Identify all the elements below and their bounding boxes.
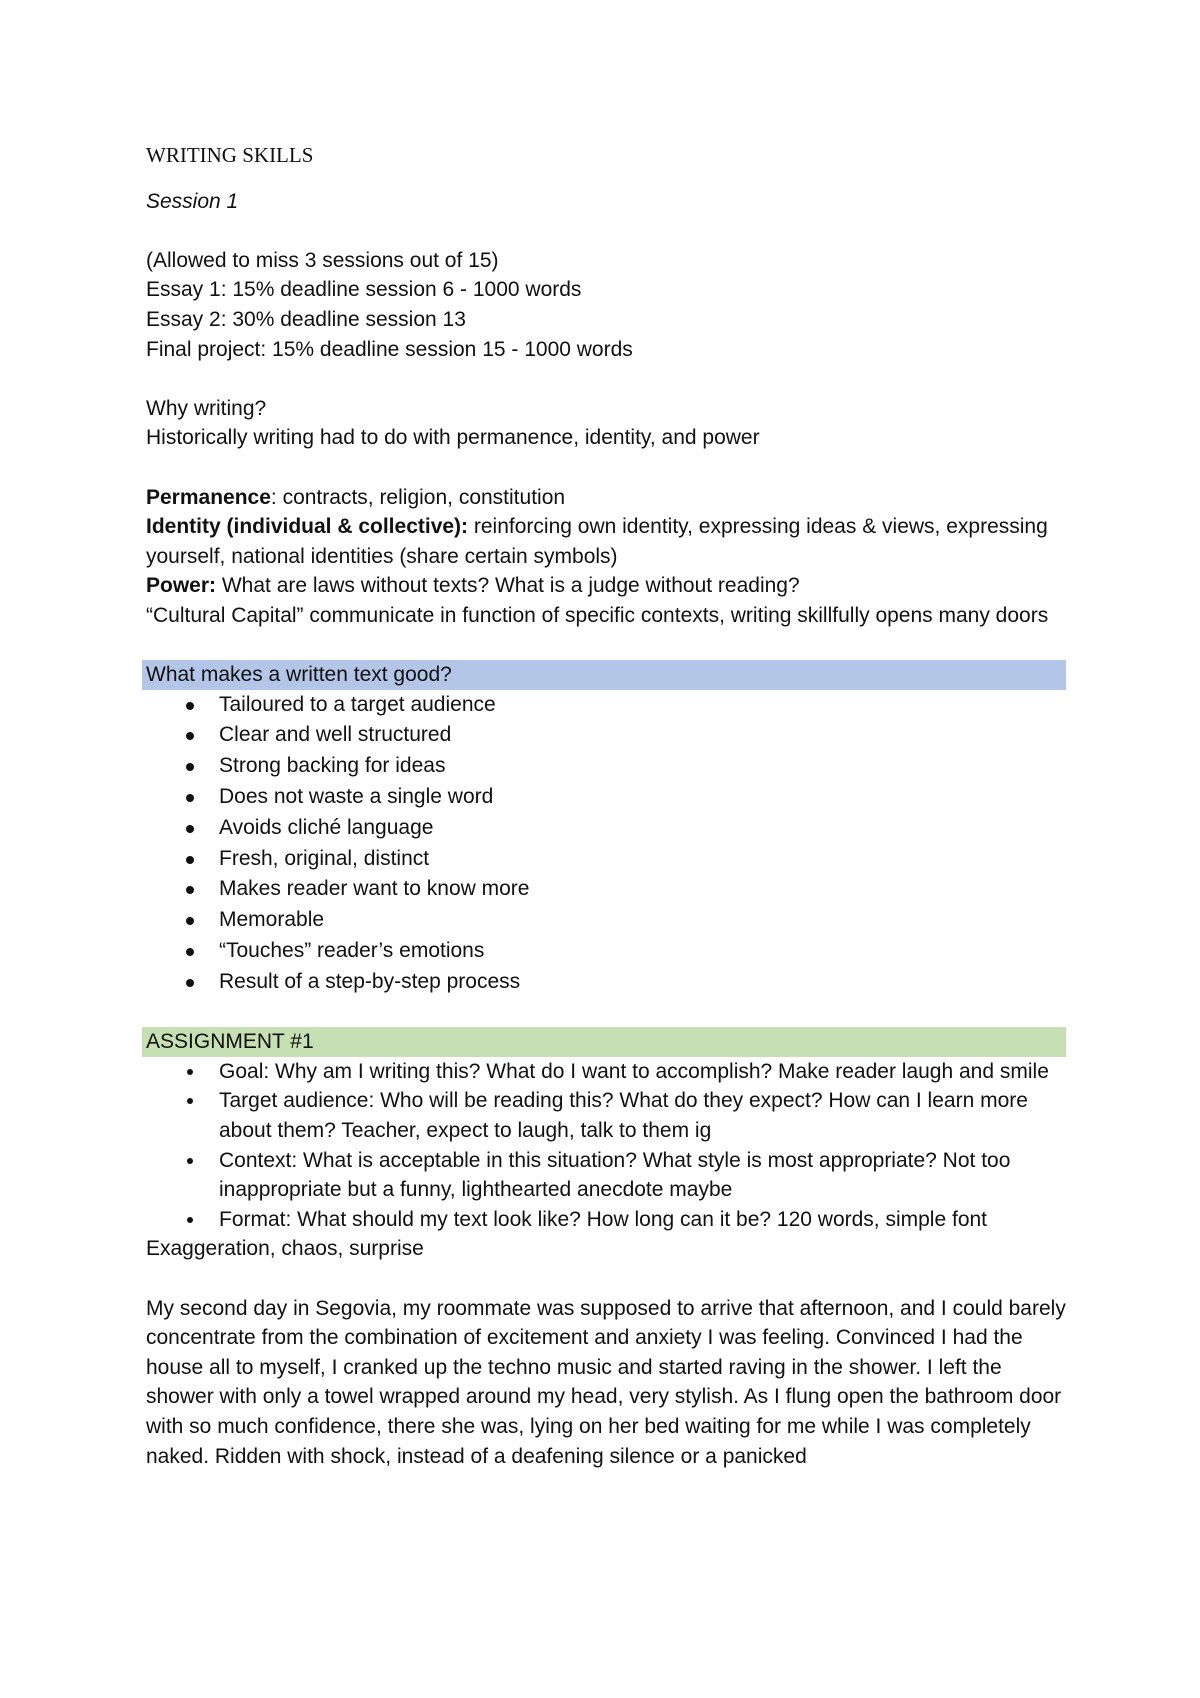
document-page xyxy=(146,141,1066,1471)
permanence-text: : contracts, religion, constitution xyxy=(270,485,566,509)
power-text: What are laws without texts? What is a judge without reading? xyxy=(216,574,800,598)
assignment-list xyxy=(146,1057,1066,1235)
session-label: Session 1 xyxy=(146,189,239,213)
list-item: Tailoured to a target audience xyxy=(146,690,1066,721)
list-item: Makes reader want to know more xyxy=(146,874,1066,905)
story-paragraph: My second day in Segovia, my roommate was supposed to arrive that afternoon, and I could barely concentrate from the combination of excitement and anxiety I was feeling. Convinced I had the house all to myself, I cranked up the techno music and started raving in the shower. I left the shower with only a towel wrapped around my head, very stylish. As I flung open the bathroom door with so much confidence, there she was, lying on her bed waiting for me while I was completely naked. Ridden with shock, instead of a deafening silence or a panicked xyxy=(146,1296,1066,1468)
list-item: Does not waste a single word xyxy=(146,782,1066,813)
intro-line: Essay 1: 15% deadline session 6 - 1000 words xyxy=(146,278,582,302)
document-title: WRITING SKILLS xyxy=(146,143,314,167)
list-item: Memorable xyxy=(146,905,1066,936)
permanence-paragraph xyxy=(146,483,1066,513)
assignment-note: Exaggeration, chaos, surprise xyxy=(146,1237,424,1261)
permanence-term: Permanence xyxy=(146,485,271,509)
list-item: Context: What is acceptable in this situation? What style is most appropriate? Not too inappropriate but a funny, lighthearted anecdote maybe xyxy=(146,1146,1066,1205)
intro-line: Final project: 15% deadline session 15 - 1000 words xyxy=(146,337,633,361)
good-text-list xyxy=(146,690,1066,998)
list-item: “Touches” reader’s emotions xyxy=(146,936,1066,967)
power-term: Power: xyxy=(146,574,217,598)
intro-line: (Allowed to miss 3 sessions out of 15) xyxy=(146,248,499,272)
good-text-heading: What makes a written text good? xyxy=(142,660,1066,690)
identity-paragraph xyxy=(146,512,1066,571)
identity-text: reinforcing own identity, expressing ideas & views, expressing yourself, national identities (share certain symbols) xyxy=(146,515,1048,568)
list-item: Strong backing for ideas xyxy=(146,751,1066,782)
intro-block xyxy=(146,246,1066,364)
power-paragraph xyxy=(146,571,1066,601)
list-item: Fresh, original, distinct xyxy=(146,844,1066,875)
why-question: Why writing? xyxy=(146,396,267,420)
assignment-heading: ASSIGNMENT #1 xyxy=(142,1027,1066,1057)
cultural-capital-paragraph: “Cultural Capital” communicate in function of specific contexts, writing skillfully opens many doors xyxy=(146,603,1049,627)
list-item: Target audience: Who will be reading this? What do they expect? How can I learn more about them? Teacher, expect to laugh, talk to them ig xyxy=(146,1086,1066,1145)
list-item: Result of a step-by-step process xyxy=(146,967,1066,998)
intro-line: Essay 2: 30% deadline session 13 xyxy=(146,307,466,331)
list-item: Clear and well structured xyxy=(146,720,1066,751)
identity-term: Identity (individual & collective): xyxy=(146,515,469,539)
why-answer: Historically writing had to do with permanence, identity, and power xyxy=(146,426,760,450)
list-item: Format: What should my text look like? How long can it be? 120 words, simple font xyxy=(146,1205,1066,1235)
list-item: Avoids cliché language xyxy=(146,813,1066,844)
list-item: Goal: Why am I writing this? What do I want to accomplish? Make reader laugh and smile xyxy=(146,1057,1066,1087)
